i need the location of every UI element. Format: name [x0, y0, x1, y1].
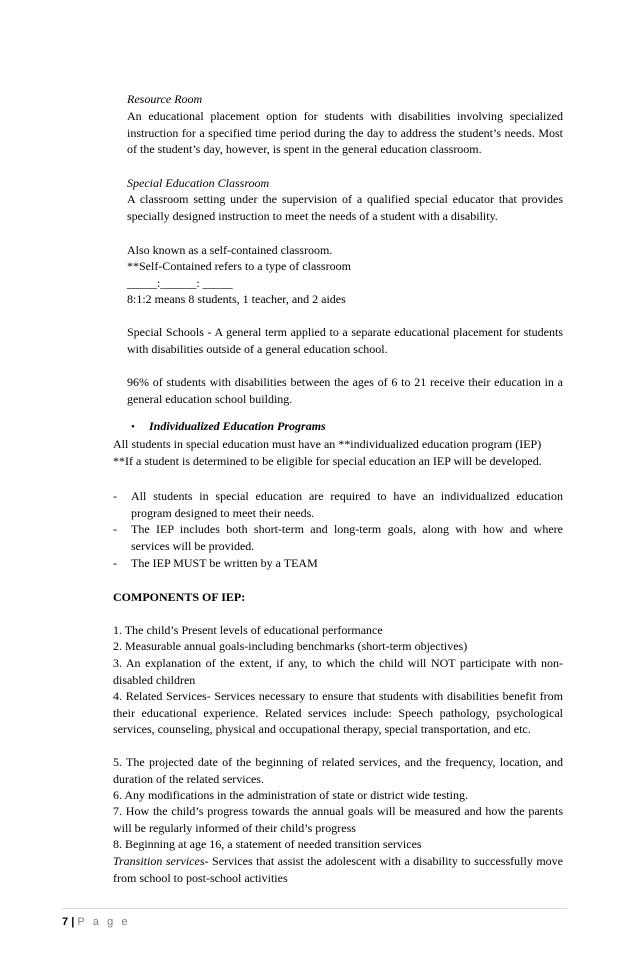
page-label: P a g e: [77, 916, 131, 928]
component-item-4: 4. Related Services- Services necessary to ensure that students with disabilities benefit from their educational experience. Related services include: Speech pathology, psychological services, counseling, physical and occupational therapy, special transportation, and etc.: [113, 689, 563, 736]
transition-services-paragraph: [113, 853, 563, 886]
component-item-3: 3. An explanation of the extent, if any, to which the child will NOT participate with non-disabled children: [113, 656, 563, 687]
component-item-5: 5. The projected date of the beginning of related services, and the frequency, location, and duration of the related services.: [113, 755, 563, 786]
dash-marker: -: [113, 522, 117, 536]
iep-line-2: **If a student is determined to be eligible for special education an IEP will be developed.: [113, 454, 542, 468]
transition-services-label: Transition services: [113, 854, 205, 868]
component-item-1: 1. The child’s Present levels of educational performance: [113, 623, 383, 637]
self-contained-line-2: **Self-Contained refers to a type of classroom: [127, 259, 351, 273]
list-item: [113, 521, 563, 554]
component-item-2: 2. Measurable annual goals-including benchmarks (short-term objectives): [113, 639, 468, 653]
list-item-text: The IEP includes both short-term and long-term goals, along with how and where services will be provided.: [131, 522, 563, 553]
component-item-8: 8. Beginning at age 16, a statement of needed transition services: [113, 837, 422, 851]
component-item-6: 6. Any modifications in the administration of state or district wide testing.: [113, 788, 468, 802]
special-schools-paragraph: Special Schools - A general term applied to a separate educational placement for students with disabilities outside of a general education school.: [127, 325, 563, 356]
component-item-7: 7. How the child’s progress towards the annual goals will be measured and how the parents will be regularly informed of their child’s progress: [113, 804, 563, 835]
ratio-blank-line: _____:______: _____: [127, 276, 233, 290]
special-ed-classroom-title: Special Education Classroom: [127, 176, 270, 190]
self-contained-line-1: Also known as a self-contained classroom.: [127, 243, 333, 257]
resource-room-title: Resource Room: [127, 92, 203, 106]
components-heading: COMPONENTS OF IEP:: [113, 590, 246, 604]
list-item: [113, 488, 563, 521]
list-item: [113, 555, 563, 572]
page-number: 7: [62, 916, 69, 928]
iep-heading: Individualized Education Programs: [149, 419, 326, 433]
resource-room-body: An educational placement option for students with disabilities involving specialized instruction for a specified time period during the day to address the student’s needs. Most of the student’s day, however, is spent in the general education classroom.: [127, 109, 563, 156]
page-footer: [62, 914, 130, 931]
special-ed-classroom-body: A classroom setting under the supervision of a qualified special educator that provides specially designed instruction to meet the needs of a student with a disability.: [127, 192, 563, 223]
dash-marker: -: [113, 489, 117, 503]
footer-divider: [62, 908, 567, 909]
transition-services-text: - Services that assist the adolescent with a disability to successfully move from school to post-school activities: [113, 854, 563, 885]
ratio-explanation: 8:1:2 means 8 students, 1 teacher, and 2 aides: [127, 292, 346, 306]
dash-marker: -: [113, 556, 117, 570]
iep-bullet-heading: [131, 418, 326, 436]
list-item-text: All students in special education are required to have an individualized education program designed to meet their needs.: [131, 489, 563, 520]
list-item-text: The IEP MUST be written by a TEAM: [131, 556, 318, 570]
footer-separator: |: [71, 916, 75, 928]
statistic-paragraph: 96% of students with disabilities between the ages of 6 to 21 receive their education in a general education school building.: [127, 375, 563, 406]
bullet-icon: •: [131, 421, 135, 433]
iep-line-1: All students in special education must have an **individualized education program (IEP): [113, 437, 542, 451]
